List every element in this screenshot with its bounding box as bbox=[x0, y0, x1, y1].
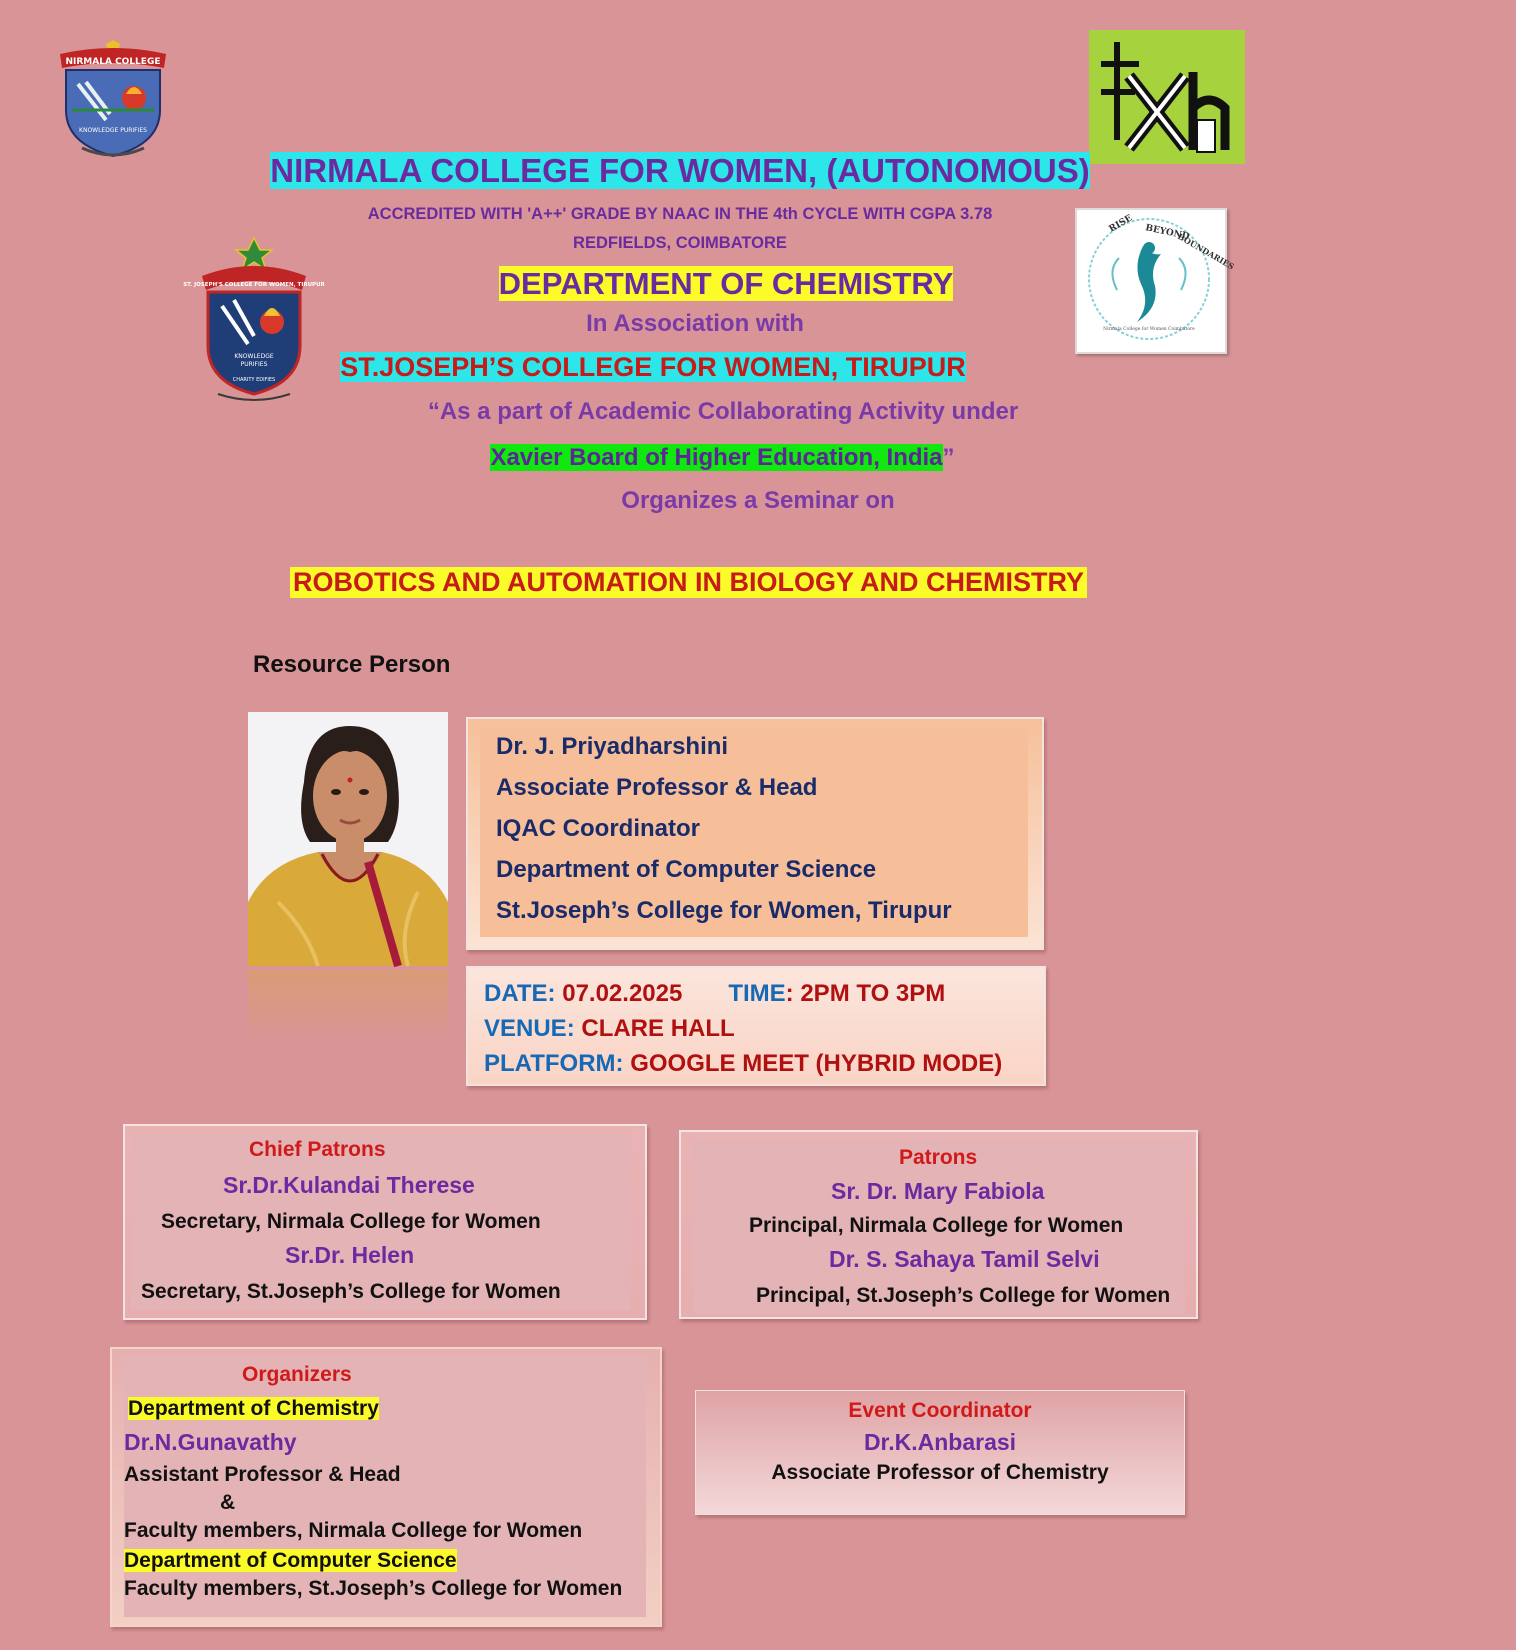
svg-text:CHARITY EDIFIES: CHARITY EDIFIES bbox=[232, 377, 276, 383]
date-label: DATE: bbox=[484, 980, 556, 1007]
svg-text:ST. JOSEPH'S COLLEGE FOR WOMEN: ST. JOSEPH'S COLLEGE FOR WOMEN, TIRUPUR bbox=[183, 282, 325, 288]
patrons-heading: Patrons bbox=[899, 1146, 978, 1169]
college-name bbox=[0, 152, 1360, 190]
date-value: 07.02.2025 bbox=[555, 980, 683, 1007]
event-coordinator-name: Dr.K.Anbarasi bbox=[863, 1429, 1017, 1455]
nirmala-college-logo bbox=[52, 40, 174, 160]
xavier-board-text: Xavier Board of Higher Education, India bbox=[490, 444, 943, 471]
chief-patron-name-2: Sr.Dr. Helen bbox=[285, 1242, 415, 1268]
time-label: TIME bbox=[728, 980, 786, 1007]
speaker-role: IQAC Coordinator bbox=[496, 815, 700, 842]
speaker-photo-reflection bbox=[248, 970, 448, 1042]
organizers-box bbox=[110, 1347, 662, 1627]
speaker-college: St.Joseph’s College for Women, Tirupur bbox=[496, 897, 952, 924]
svg-text:NIRMALA COLLEGE: NIRMALA COLLEGE bbox=[65, 57, 161, 67]
organizer-faculty-2: Faculty members, St.Joseph’s College for Women bbox=[124, 1577, 623, 1600]
platform-value: GOOGLE MEET (HYBRID MODE) bbox=[623, 1050, 1003, 1077]
speaker-department: Department of Computer Science bbox=[496, 856, 877, 883]
chief-patrons-panel bbox=[131, 1134, 631, 1310]
event-details-box bbox=[466, 966, 1046, 1086]
svg-text:BEYOND: BEYOND bbox=[1144, 223, 1191, 243]
svg-text:PURIFIES: PURIFIES bbox=[240, 361, 268, 368]
location-text: REDFIELDS, COIMBATORE bbox=[573, 234, 787, 252]
venue-line bbox=[484, 1015, 735, 1043]
speaker-details-panel bbox=[480, 727, 1028, 937]
chief-patrons-box bbox=[123, 1124, 647, 1320]
organizer-designation: Assistant Professor & Head bbox=[124, 1463, 401, 1486]
resource-person-label: Resource Person bbox=[253, 651, 451, 678]
department-title-text: DEPARTMENT OF CHEMISTRY bbox=[498, 266, 954, 301]
organizer-dept-1 bbox=[128, 1397, 379, 1421]
chief-patron-title-2: Secretary, St.Joseph’s College for Women bbox=[141, 1280, 561, 1303]
svg-text:RISE: RISE bbox=[1107, 213, 1135, 235]
chief-patron-name-1: Sr.Dr.Kulandai Therese bbox=[223, 1172, 475, 1198]
svg-text:BOUNDARIES: BOUNDARIES bbox=[1176, 231, 1237, 272]
speaker-designation: Associate Professor & Head bbox=[496, 774, 818, 801]
organizer-name: Dr.N.Gunavathy bbox=[124, 1429, 297, 1455]
accreditation-text: ACCREDITED WITH 'A++' GRADE BY NAAC IN THE 4th CYCLE WITH CGPA 3.78 bbox=[367, 205, 993, 223]
speaker-name: Dr. J. Priyadharshini bbox=[496, 733, 729, 760]
partner-college-name bbox=[0, 352, 1306, 383]
xavier-board-line bbox=[0, 444, 1445, 472]
organizer-dept-2 bbox=[124, 1549, 457, 1573]
patron-title-2: Principal, St.Joseph’s College for Women bbox=[756, 1284, 1171, 1307]
organizer-dept-2-text: Department of Computer Science bbox=[124, 1549, 457, 1572]
event-coordinator-designation: Associate Professor of Chemistry bbox=[771, 1461, 1109, 1484]
organizer-faculty-1: Faculty members, Nirmala College for Women bbox=[124, 1519, 583, 1542]
association-text: In Association with bbox=[586, 310, 804, 337]
platform-line bbox=[484, 1050, 1002, 1078]
speaker-photo bbox=[248, 712, 448, 966]
closing-quote: ” bbox=[942, 444, 955, 471]
organizer-dept-1-text: Department of Chemistry bbox=[128, 1397, 379, 1420]
venue-label: VENUE: bbox=[484, 1015, 575, 1042]
department-title bbox=[0, 266, 1452, 302]
seminar-title: ROBOTICS AND AUTOMATION IN BIOLOGY AND CHEMISTRY bbox=[290, 567, 1087, 598]
event-coordinator-box bbox=[695, 1390, 1185, 1515]
chief-patron-title-1: Secretary, Nirmala College for Women bbox=[161, 1210, 541, 1233]
patron-title-1: Principal, Nirmala College for Women bbox=[749, 1214, 1124, 1237]
organizer-ampersand: & bbox=[220, 1491, 236, 1514]
patron-name-2: Dr. S. Sahaya Tamil Selvi bbox=[829, 1246, 1100, 1272]
patrons-box bbox=[679, 1130, 1198, 1319]
date-time-line bbox=[484, 980, 945, 1008]
event-coordinator-heading: Event Coordinator bbox=[848, 1399, 1032, 1422]
organizers-panel bbox=[124, 1357, 646, 1617]
svg-text:Nirmala College for Women Coim: Nirmala College for Women Coimbatore bbox=[1103, 327, 1195, 332]
kh-logo bbox=[1089, 30, 1245, 164]
activity-line: “As a part of Academic Collaborating Activity under bbox=[427, 398, 1019, 425]
svg-text:KNOWLEDGE PURIFIES: KNOWLEDGE PURIFIES bbox=[79, 127, 147, 134]
patrons-panel bbox=[693, 1140, 1185, 1314]
speaker-details-box bbox=[466, 717, 1044, 950]
patron-name-1: Sr. Dr. Mary Fabiola bbox=[831, 1178, 1045, 1204]
organizers-heading: Organizers bbox=[242, 1363, 352, 1386]
chief-patrons-heading: Chief Patrons bbox=[249, 1138, 386, 1161]
college-name-text: NIRMALA COLLEGE FOR WOMEN, (AUTONOMOUS) bbox=[270, 152, 1090, 189]
venue-value: CLARE HALL bbox=[574, 1015, 735, 1042]
organizes-text: Organizes a Seminar on bbox=[621, 487, 895, 514]
svg-text:KNOWLEDGE: KNOWLEDGE bbox=[234, 353, 274, 360]
time-value: : 2PM TO 3PM bbox=[785, 980, 946, 1007]
platform-label: PLATFORM: bbox=[484, 1050, 624, 1077]
partner-college-text: ST.JOSEPH’S COLLEGE FOR WOMEN, TIRUPUR bbox=[340, 352, 966, 382]
